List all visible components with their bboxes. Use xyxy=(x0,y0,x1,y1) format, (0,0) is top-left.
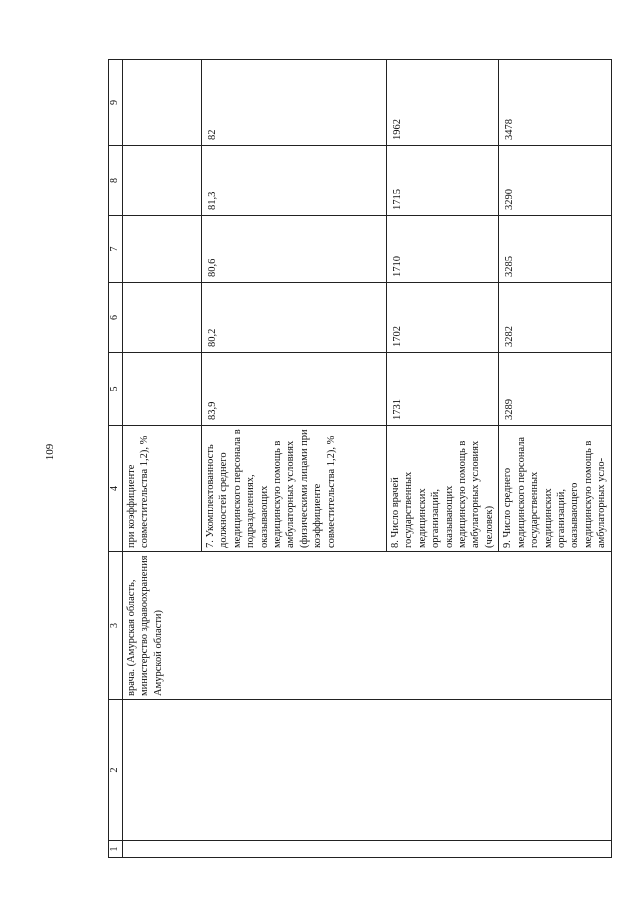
value-cell: 1731 xyxy=(386,353,499,426)
value-cell: 80,6 xyxy=(201,216,386,283)
value-cell: 3285 xyxy=(499,216,612,283)
indicator-cell: 7. Укомплектованность должностей среднего медицинского персонала в подразделениях, оказывающих медицинскую помощь в амбулаторных условиях (физическими лицами при коэффициенте совместительства 1,2), % xyxy=(201,426,386,552)
value-cell: 1715 xyxy=(386,146,499,216)
value-cell: 3478 xyxy=(499,60,612,146)
indicators-table xyxy=(108,59,612,858)
column-header: 8 xyxy=(109,146,123,216)
header-row xyxy=(109,60,123,858)
value-cell: 3290 xyxy=(499,146,612,216)
value-cell xyxy=(122,283,201,353)
column-header: 3 xyxy=(109,552,123,700)
value-cell: 1710 xyxy=(386,216,499,283)
page-number: 109 xyxy=(44,443,56,461)
owner-cell: врача. (Амурская область, министерство здравоохранения Амурской области) xyxy=(122,552,611,700)
value-cell: 80,2 xyxy=(201,283,386,353)
value-cell xyxy=(122,146,201,216)
value-cell xyxy=(122,353,201,426)
indicator-cell: 9. Число среднего медицинского персонала государственных медицинских организаций, оказывающего медицинскую помощь в амбулаторных усло- xyxy=(499,426,612,552)
table-row xyxy=(122,60,201,858)
value-cell: 1962 xyxy=(386,60,499,146)
indicator-cell: при коэффициенте совместительства 1,2), % xyxy=(122,426,201,552)
value-cell: 3289 xyxy=(499,353,612,426)
column-header: 6 xyxy=(109,283,123,353)
column-header: 1 xyxy=(109,841,123,858)
value-cell xyxy=(122,60,201,146)
value-cell: 83,9 xyxy=(201,353,386,426)
value-cell: 82 xyxy=(201,60,386,146)
value-cell: 3282 xyxy=(499,283,612,353)
column-header: 4 xyxy=(109,426,123,552)
col-1-cell xyxy=(122,841,611,858)
column-header: 7 xyxy=(109,216,123,283)
column-header: 9 xyxy=(109,60,123,146)
rotated-table-region xyxy=(108,60,608,858)
indicator-cell: 8. Число врачей государственных медицинских организаций, оказывающих медицинскую помощь в амбулаторных условиях (человек) xyxy=(386,426,499,552)
value-cell xyxy=(122,216,201,283)
column-header: 5 xyxy=(109,353,123,426)
column-header: 2 xyxy=(109,700,123,841)
col-2-cell xyxy=(122,700,611,841)
value-cell: 1702 xyxy=(386,283,499,353)
value-cell: 81,3 xyxy=(201,146,386,216)
